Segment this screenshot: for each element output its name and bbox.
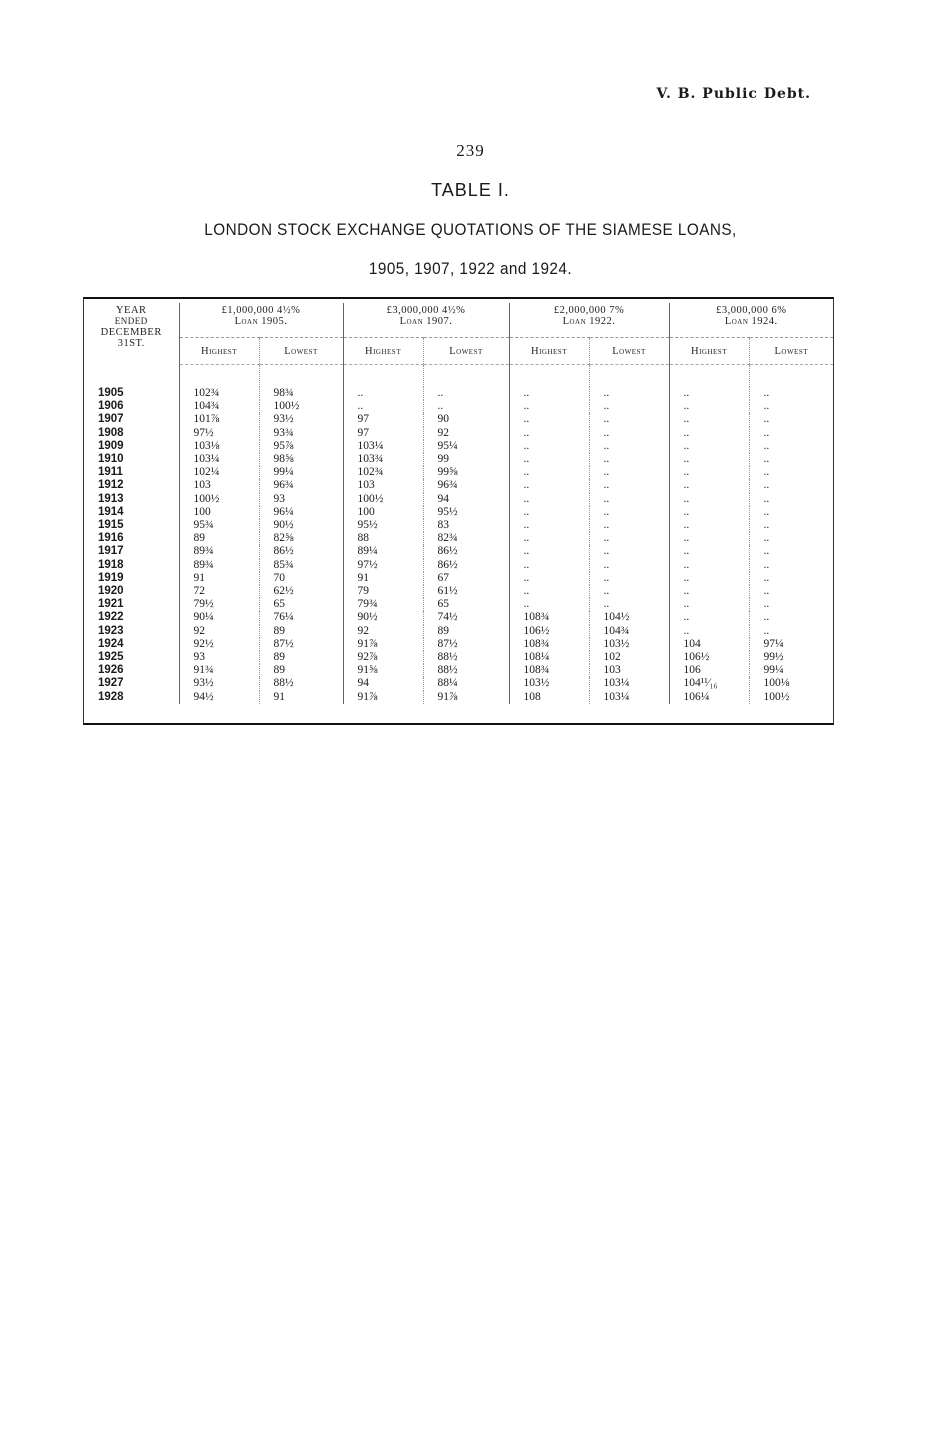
spacer-cell: [343, 365, 423, 388]
highest-header: Highest: [509, 338, 589, 365]
highest-cell: 108¼: [509, 651, 589, 664]
lowest-cell: 89: [423, 625, 509, 638]
highest-cell: ..: [669, 585, 749, 598]
year-cell: 1926: [98, 664, 124, 677]
lowest-cell: 88½: [423, 651, 509, 664]
year-header-line: DECEMBER: [100, 327, 162, 338]
loan-amount: £3,000,000 6%: [716, 305, 787, 316]
table-row: [84, 625, 833, 638]
lowest-header: Lowest: [749, 338, 833, 365]
table-row: [84, 559, 833, 572]
highest-cell: ..: [669, 519, 749, 532]
spacer-cell: [423, 365, 509, 388]
table-subtitle-line1: LONDON STOCK EXCHANGE QUOTATIONS OF THE SIAMESE LOANS,: [204, 220, 737, 239]
lowest-cell: 85¾: [259, 559, 343, 572]
table-row: [84, 611, 833, 624]
spacer-cell: [84, 365, 179, 388]
table-row: [84, 598, 833, 611]
lowest-cell: ..: [589, 453, 669, 466]
loan-1907-header: [343, 303, 509, 338]
lowest-cell: 104¾: [589, 625, 669, 638]
lowest-cell: 99¼: [749, 664, 833, 677]
lowest-cell: 102: [589, 651, 669, 664]
lowest-cell: 87½: [259, 638, 343, 651]
highest-cell: 104¹¹⁄₁₆: [669, 677, 749, 690]
lowest-cell: 90: [423, 413, 509, 426]
loan-1924-header: [669, 303, 833, 338]
lowest-cell: 89: [259, 664, 343, 677]
highest-cell: ..: [669, 479, 749, 492]
lowest-header: Lowest: [589, 338, 669, 365]
highest-cell: 91: [179, 572, 259, 585]
highest-cell: 100: [343, 506, 423, 519]
loan-amount: £1,000,000 4½%: [221, 305, 301, 316]
highest-cell: ..: [509, 466, 589, 479]
year-cell: 1915: [98, 519, 124, 532]
year-header-line: 31ST.: [117, 338, 145, 349]
lowest-cell: 90½: [259, 519, 343, 532]
highest-cell: 79¾: [343, 598, 423, 611]
loan-amount: £2,000,000 7%: [553, 305, 625, 316]
lowest-cell: ..: [589, 493, 669, 506]
highest-cell: 103: [343, 479, 423, 492]
year-cell: 1910: [98, 453, 124, 466]
table-row: [84, 413, 833, 426]
lowest-cell: 99½: [749, 651, 833, 664]
lowest-cell: ..: [749, 493, 833, 506]
highest-cell: ..: [669, 453, 749, 466]
highest-cell: ..: [509, 453, 589, 466]
lowest-cell: 96¼: [259, 506, 343, 519]
spacer-cell: [509, 365, 589, 388]
lowest-cell: 62½: [259, 585, 343, 598]
year-cell: 1919: [98, 571, 124, 584]
highest-cell: 92: [343, 625, 423, 638]
highest-cell: ..: [669, 611, 749, 624]
highest-cell: 103: [179, 479, 259, 492]
highest-cell: 91⅝: [343, 664, 423, 677]
year-cell: 1905: [98, 387, 124, 399]
lowest-cell: 97¼: [749, 638, 833, 651]
highest-header: Highest: [343, 338, 423, 365]
lowest-cell: 98¾: [259, 387, 343, 400]
lowest-cell: 96¾: [259, 479, 343, 492]
highest-cell: 106½: [669, 651, 749, 664]
lowest-cell: 93: [259, 493, 343, 506]
highest-cell: 102¾: [343, 466, 423, 479]
table-row: [84, 585, 833, 598]
highest-cell: ..: [509, 598, 589, 611]
highest-cell: 100: [179, 506, 259, 519]
year-cell: 1923: [98, 624, 124, 637]
table-row: [84, 493, 833, 506]
highest-cell: ..: [669, 413, 749, 426]
year-column-header: [84, 303, 179, 365]
highest-cell: 97½: [179, 427, 259, 440]
lowest-cell: 70: [259, 572, 343, 585]
lowest-cell: 67: [423, 572, 509, 585]
year-cell: 1922: [98, 611, 124, 624]
year-cell: 1908: [98, 426, 124, 439]
highest-cell: 89¾: [179, 559, 259, 572]
highest-cell: ..: [669, 572, 749, 585]
highest-cell: 108: [509, 691, 589, 704]
highest-cell: ..: [669, 427, 749, 440]
highest-cell: ..: [509, 400, 589, 413]
highest-header: Highest: [669, 338, 749, 365]
highest-cell: ..: [343, 387, 423, 400]
year-cell: 1917: [98, 545, 124, 558]
lowest-cell: 95⅞: [259, 440, 343, 453]
highest-cell: 100½: [343, 493, 423, 506]
loan-1922-header: [509, 303, 669, 338]
lowest-cell: 103¼: [589, 691, 669, 704]
lowest-cell: ..: [589, 413, 669, 426]
highest-cell: 106¼: [669, 691, 749, 704]
table-row: [84, 506, 833, 519]
highest-cell: ..: [669, 493, 749, 506]
table-title: TABLE I.: [431, 180, 510, 200]
lowest-cell: 88½: [259, 677, 343, 690]
highest-cell: ..: [669, 440, 749, 453]
lowest-cell: 94: [423, 493, 509, 506]
lowest-cell: ..: [589, 559, 669, 572]
lowest-cell: ..: [423, 400, 509, 413]
highest-cell: ..: [509, 427, 589, 440]
table-row: [84, 440, 833, 453]
year-header-line: ENDED: [114, 316, 148, 326]
highest-cell: 95¾: [179, 519, 259, 532]
year-cell: 1906: [98, 400, 124, 413]
highest-cell: ..: [509, 545, 589, 558]
spacer-cell: [589, 365, 669, 388]
year-cell: 1920: [98, 585, 124, 598]
lowest-cell: 98⅝: [259, 453, 343, 466]
highest-cell: 101⅞: [179, 413, 259, 426]
table-row: [84, 427, 833, 440]
table-row: [84, 387, 833, 400]
lowest-cell: 86½: [423, 559, 509, 572]
loan-amount: £3,000,000 4½%: [386, 305, 466, 316]
quotations-table-body: [84, 365, 833, 704]
year-cell: 1914: [98, 505, 124, 518]
lowest-cell: 61½: [423, 585, 509, 598]
lowest-cell: 93¾: [259, 427, 343, 440]
lowest-cell: ..: [589, 440, 669, 453]
highest-cell: ..: [509, 519, 589, 532]
highest-cell: ..: [669, 559, 749, 572]
quotations-table-frame: [83, 297, 834, 725]
highest-cell: 103½: [509, 677, 589, 690]
year-cell: 1921: [98, 598, 124, 611]
highest-cell: ..: [509, 493, 589, 506]
highest-cell: 97: [343, 413, 423, 426]
highest-cell: 100½: [179, 493, 259, 506]
highest-cell: 90½: [343, 611, 423, 624]
highest-cell: 89¾: [179, 545, 259, 558]
year-cell: 1912: [98, 479, 124, 492]
highest-cell: ..: [669, 532, 749, 545]
table-row: [84, 466, 833, 479]
highest-cell: 79: [343, 585, 423, 598]
highest-cell: 106: [669, 664, 749, 677]
lowest-cell: 93½: [259, 413, 343, 426]
table-row: [84, 651, 833, 664]
highest-cell: ..: [669, 598, 749, 611]
spacer-cell: [669, 365, 749, 388]
highest-cell: 94½: [179, 691, 259, 704]
lowest-cell: 96¾: [423, 479, 509, 492]
lowest-cell: 103: [589, 664, 669, 677]
table-row: [84, 572, 833, 585]
highest-cell: ..: [509, 572, 589, 585]
highest-cell: 92: [179, 625, 259, 638]
highest-cell: 93: [179, 651, 259, 664]
lowest-cell: 89: [259, 651, 343, 664]
lowest-cell: ..: [749, 519, 833, 532]
quotations-table: [84, 303, 833, 704]
lowest-cell: 99¼: [259, 466, 343, 479]
lowest-cell: 104½: [589, 611, 669, 624]
lowest-cell: ..: [749, 387, 833, 400]
highest-cell: 108¾: [509, 611, 589, 624]
lowest-cell: ..: [589, 506, 669, 519]
year-cell: 1924: [98, 637, 124, 650]
highest-cell: 91⅞: [343, 638, 423, 651]
table-row: [84, 691, 833, 704]
year-cell: 1916: [98, 532, 124, 545]
highest-cell: 92⅞: [343, 651, 423, 664]
spacer-cell: [259, 365, 343, 388]
highest-cell: 108¾: [509, 638, 589, 651]
loan-name: Loan 1924.: [724, 316, 778, 327]
lowest-cell: 92: [423, 427, 509, 440]
lowest-cell: 87½: [423, 638, 509, 651]
highest-cell: 89¼: [343, 545, 423, 558]
lowest-cell: ..: [749, 506, 833, 519]
lowest-cell: 100⅛: [749, 677, 833, 690]
highest-cell: ..: [669, 400, 749, 413]
loan-name: Loan 1922.: [562, 316, 616, 327]
highest-cell: 103¼: [343, 440, 423, 453]
loan-name: Loan 1907.: [399, 316, 453, 327]
highest-cell: ..: [669, 387, 749, 400]
lowest-cell: ..: [589, 466, 669, 479]
lowest-cell: 83: [423, 519, 509, 532]
highest-cell: 95½: [343, 519, 423, 532]
highest-cell: ..: [509, 440, 589, 453]
highest-cell: 103¼: [179, 453, 259, 466]
lowest-cell: ..: [749, 479, 833, 492]
lowest-cell: 103½: [589, 638, 669, 651]
lowest-cell: ..: [589, 519, 669, 532]
table-row: [84, 532, 833, 545]
highest-cell: 90¼: [179, 611, 259, 624]
highest-cell: 108¾: [509, 664, 589, 677]
highest-cell: 97: [343, 427, 423, 440]
lowest-cell: 82⅝: [259, 532, 343, 545]
lowest-cell: ..: [749, 400, 833, 413]
lowest-cell: ..: [749, 532, 833, 545]
lowest-cell: 86½: [423, 545, 509, 558]
table-row: [84, 545, 833, 558]
lowest-cell: ..: [589, 545, 669, 558]
lowest-cell: 91⅞: [423, 691, 509, 704]
lowest-cell: ..: [749, 559, 833, 572]
lowest-cell: 103¼: [589, 677, 669, 690]
spacer-cell: [179, 365, 259, 388]
lowest-cell: 95½: [423, 506, 509, 519]
lowest-cell: 88½: [423, 664, 509, 677]
lowest-cell: ..: [749, 413, 833, 426]
lowest-cell: ..: [749, 453, 833, 466]
highest-cell: 79½: [179, 598, 259, 611]
lowest-cell: 76¼: [259, 611, 343, 624]
year-header-line: YEAR: [115, 305, 147, 316]
highest-cell: ..: [509, 585, 589, 598]
lowest-cell: ..: [589, 532, 669, 545]
lowest-cell: ..: [749, 466, 833, 479]
highest-cell: 104: [669, 638, 749, 651]
lowest-cell: ..: [749, 585, 833, 598]
highest-cell: 91⅞: [343, 691, 423, 704]
running-head: V. B. Public Debt.: [656, 86, 811, 102]
lowest-cell: ..: [589, 598, 669, 611]
highest-cell: 97½: [343, 559, 423, 572]
lowest-cell: ..: [589, 400, 669, 413]
table-row: [84, 519, 833, 532]
lowest-cell: 99: [423, 453, 509, 466]
year-cell: 1907: [98, 413, 124, 426]
spacer-cell: [749, 365, 833, 388]
highest-cell: 92½: [179, 638, 259, 651]
lowest-cell: ..: [749, 611, 833, 624]
highest-cell: ..: [669, 466, 749, 479]
lowest-cell: 82¾: [423, 532, 509, 545]
lowest-cell: ..: [749, 440, 833, 453]
table-row: [84, 677, 833, 690]
table-row: [84, 638, 833, 651]
table-row: [84, 453, 833, 466]
highest-cell: 93½: [179, 677, 259, 690]
lowest-cell: 100½: [259, 400, 343, 413]
highest-cell: ..: [509, 506, 589, 519]
highest-cell: 91: [343, 572, 423, 585]
table-row: [84, 479, 833, 492]
lowest-cell: ..: [749, 545, 833, 558]
highest-cell: ..: [343, 400, 423, 413]
lowest-cell: 89: [259, 625, 343, 638]
lowest-cell: ..: [589, 479, 669, 492]
highest-cell: ..: [509, 479, 589, 492]
highest-cell: 102¾: [179, 387, 259, 400]
highest-cell: 72: [179, 585, 259, 598]
highest-cell: ..: [669, 545, 749, 558]
page-number: 239: [456, 141, 485, 160]
lowest-cell: 74½: [423, 611, 509, 624]
year-cell: 1918: [98, 558, 124, 571]
highest-cell: 104¾: [179, 400, 259, 413]
year-cell: 1909: [98, 439, 124, 452]
lowest-cell: ..: [589, 427, 669, 440]
lowest-cell: ..: [749, 572, 833, 585]
lowest-cell: 65: [259, 598, 343, 611]
highest-cell: ..: [509, 532, 589, 545]
highest-cell: ..: [509, 387, 589, 400]
table-row: [84, 400, 833, 413]
lowest-cell: 86½: [259, 545, 343, 558]
year-cell: 1911: [98, 466, 123, 479]
highest-cell: 91¾: [179, 664, 259, 677]
lowest-cell: 99⅝: [423, 466, 509, 479]
highest-cell: 103¾: [343, 453, 423, 466]
highest-cell: ..: [509, 413, 589, 426]
highest-cell: 94: [343, 677, 423, 690]
lowest-cell: ..: [749, 598, 833, 611]
table-row: [84, 664, 833, 677]
lowest-cell: ..: [589, 387, 669, 400]
lowest-header: Lowest: [423, 338, 509, 365]
lowest-cell: 65: [423, 598, 509, 611]
lowest-cell: 95¼: [423, 440, 509, 453]
loan-1905-header: [179, 303, 343, 338]
highest-cell: 89: [179, 532, 259, 545]
table-subtitle-line2: 1905, 1907, 1922 and 1924.: [368, 259, 573, 278]
lowest-cell: 100½: [749, 691, 833, 704]
highest-cell: 102¼: [179, 466, 259, 479]
highest-cell: 103⅛: [179, 440, 259, 453]
highest-cell: 88: [343, 532, 423, 545]
year-cell: 1928: [98, 690, 124, 703]
lowest-cell: 88¼: [423, 677, 509, 690]
lowest-cell: ..: [589, 585, 669, 598]
spacer-row: [84, 365, 833, 388]
highest-cell: ..: [669, 506, 749, 519]
lowest-cell: ..: [749, 625, 833, 638]
highest-cell: ..: [509, 559, 589, 572]
year-cell: 1925: [98, 651, 124, 664]
highest-header: Highest: [179, 338, 259, 365]
loan-name: Loan 1905.: [234, 316, 288, 327]
highest-cell: ..: [669, 625, 749, 638]
lowest-cell: ..: [423, 387, 509, 400]
lowest-cell: 91: [259, 691, 343, 704]
year-cell: 1913: [98, 492, 124, 505]
year-cell: 1927: [98, 677, 124, 690]
highest-cell: 106½: [509, 625, 589, 638]
lowest-cell: ..: [589, 572, 669, 585]
lowest-header: Lowest: [259, 338, 343, 365]
lowest-cell: ..: [749, 427, 833, 440]
